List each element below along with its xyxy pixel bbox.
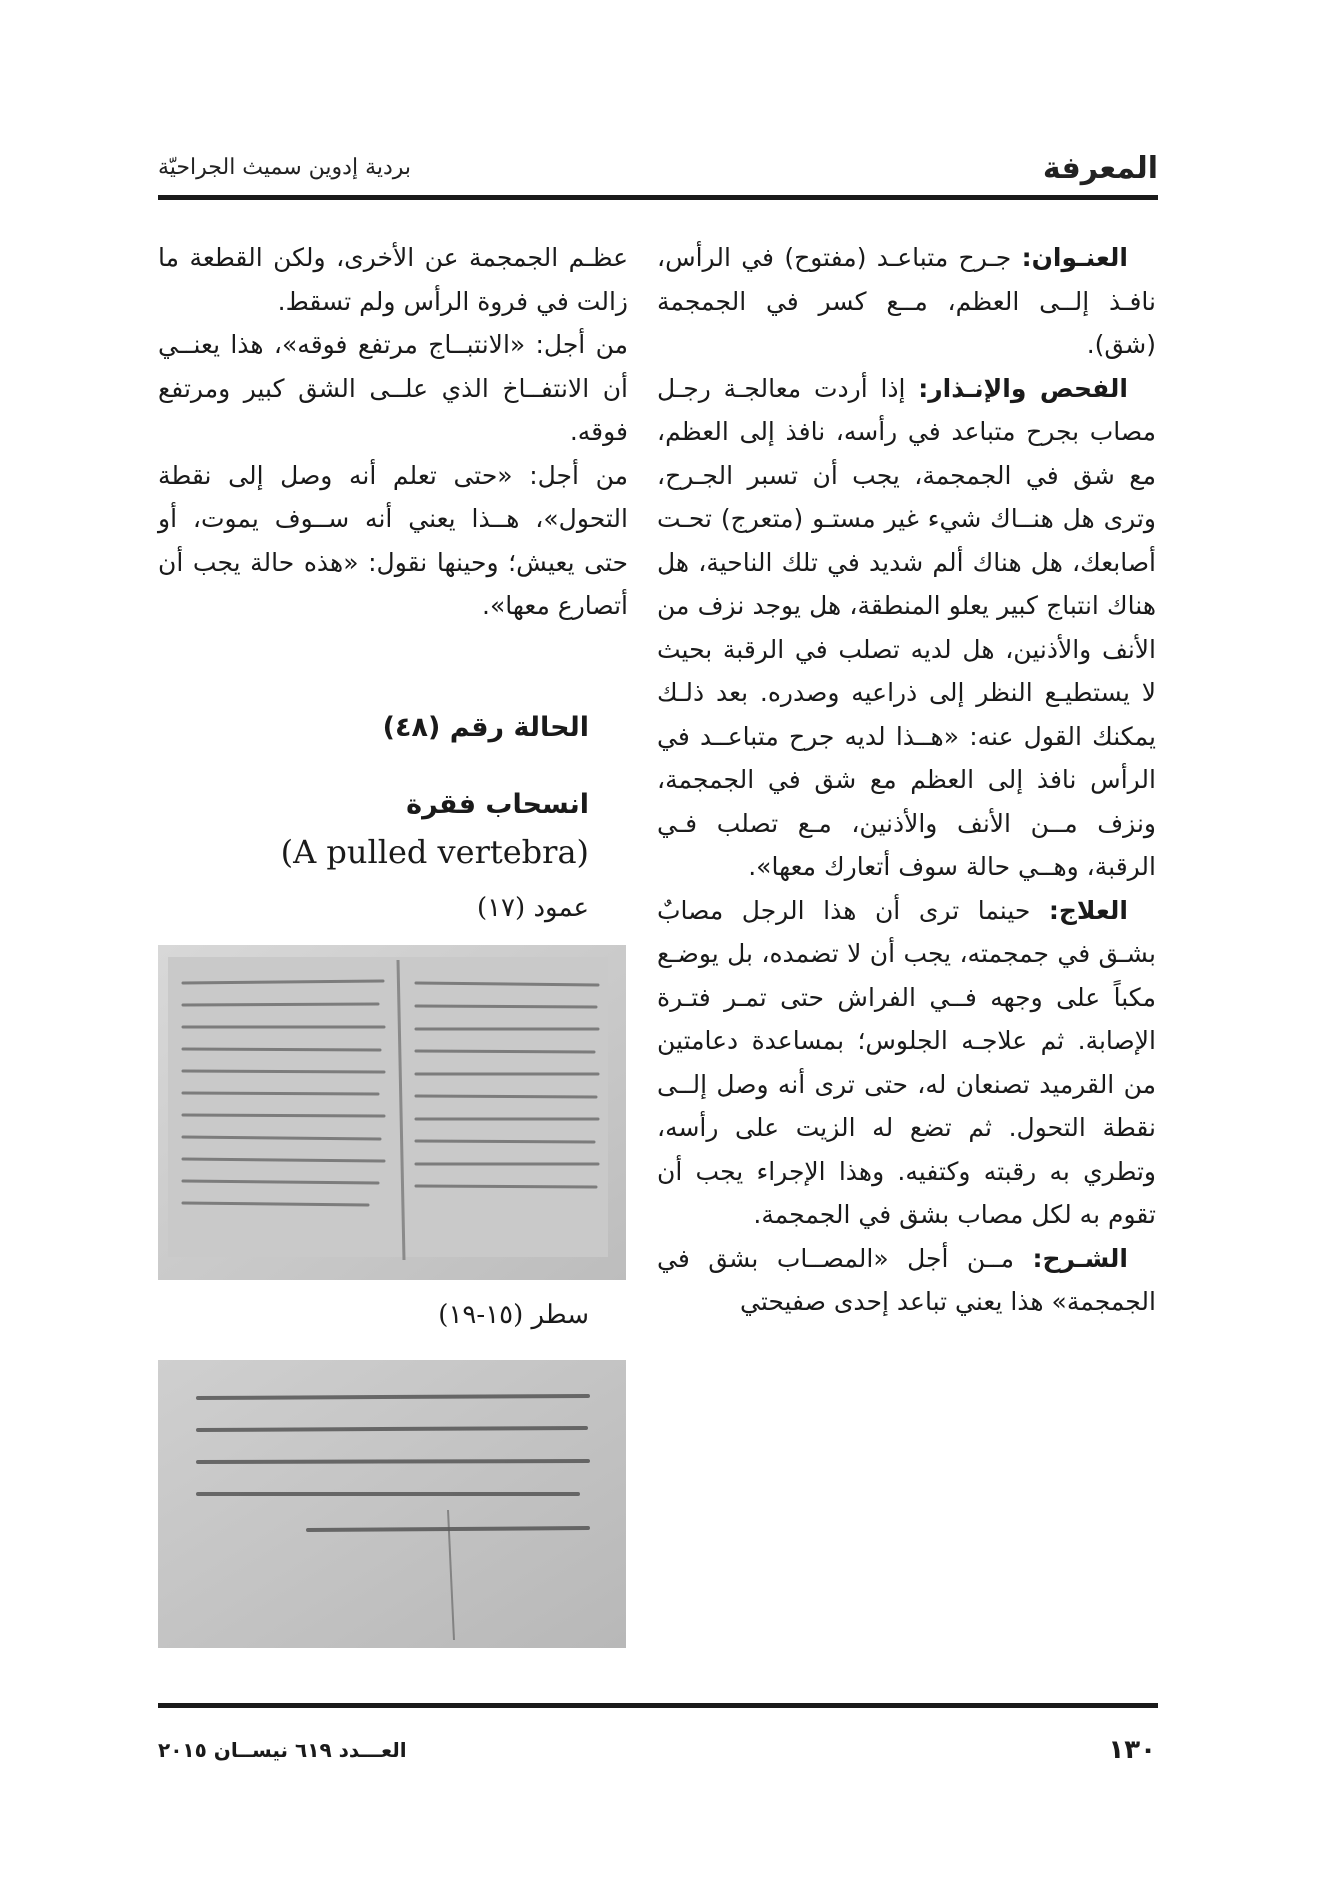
treatment-paragraph: [657, 889, 1156, 1237]
papyrus-column-image: [158, 945, 626, 1280]
page-number: ١٣٠: [1108, 1735, 1156, 1765]
magazine-logo: المعرفة: [1042, 151, 1158, 186]
exam-text: إذا أردت معالجـة رجـل مصاب بجرح متباعد في رأسه، نافذ إلى العظم، مع شق في الجمجمة، يجب أن تسبر الجـرح، وترى هل هنــاك شيء غير مستـو (متعرج) تحـت أصابعك، هل هناك ألم شديد في تلك الناحية، هل هناك انتباج كبير يعلو المنطقة، هل يوجد نزف من الأنف والأذنين، هل لديه تصلب في الرقبة بحيث لا يستطيـع النظر إلى ذراعيه وصدره. بعد ذلـك يمكنك القول عنه: «هــذا لديه جرح متباعــد في الرأس نافذ إلى العظم مع شق في الجمجمة، ونزف مــن الأنف والأذنين، مـع تصلب فـي الرقبة، وهــي حالة سوف أتعارك معها».: [657, 373, 1156, 881]
exam-paragraph: [657, 367, 1156, 889]
exam-label: الفحص والإنـذار:: [918, 373, 1128, 403]
comment-text: مــن أجل «المصــاب بشق في الجمجمة» هذا يعني تباعد إحدى صفيحتي: [657, 1243, 1156, 1316]
papyrus-column-drawing: [158, 945, 626, 1280]
treatment-text: حينما ترى أن هذا الرجل مصابٌ بشـق في جمجمته، يجب أن لا تضمده، بل يوضـع مكباً على وجهه فــي الفراش حتى تمـر فتـرة الإصابة. ثم علاجـه الجلوس؛ بمساعدة دعامتين من القرميد تصنعان له، حتى ترى أنه وصل إلــى نقطة التحول. ثم تضع له الزيت على رأسه، وتطري به رقبته وكتفيه. وهذا الإجراء يجب أن تقوم به لكل مصاب بشق في الجمجمة.: [657, 895, 1156, 1229]
case-subtitle: انسحاب فقرة: [406, 789, 589, 820]
left-paragraph-3: من أجل: «حتى تعلم أنه وصل إلى نقطة التحول»، هــذا يعني أنه ســوف يموت، أو حتى يعيش؛ وحينها نقول: «هذه حالة يجب أن أتصارع معها».: [158, 460, 628, 620]
header-rule: [158, 195, 1158, 200]
comment-paragraph: [657, 1237, 1156, 1324]
treatment-label: العلاج:: [1048, 895, 1128, 925]
rows-caption: سطر (١٥-١٩): [438, 1300, 589, 1330]
left-paragraph-2: من أجل: «الانتبــاج مرتفع فوقه»، هذا يعنــي أن الانتفــاخ الذي علــى الشق كبير ومرتفع فوقه.: [158, 330, 628, 446]
comment-label: الشـرح:: [1032, 1243, 1128, 1273]
title-label: العنـوان:: [1021, 243, 1128, 272]
left-column: [158, 236, 628, 628]
papyrus-rows-image: [158, 1360, 626, 1648]
papyrus-rows-drawing: [158, 1360, 626, 1648]
column-caption: عمود (١٧): [476, 893, 589, 923]
right-column: [657, 236, 1156, 1324]
left-paragraph-1: عظـم الجمجمة عن الأخرى، ولكن القطعة ما زالت في فروة الرأس ولم تسقط.: [158, 243, 628, 316]
footer-rule: [158, 1703, 1158, 1708]
case-title: الحالة رقم (٤٨): [382, 712, 589, 743]
running-title: بردية إدوين سميث الجراحيّة: [158, 155, 412, 180]
title-text: جـرح متباعـد (مفتوح) في الرأس، نافـذ إلــى العظم، مــع كسر في الجمجمة (شق).: [657, 243, 1156, 359]
page-header: [158, 145, 1158, 187]
title-paragraph: [657, 236, 1156, 367]
case-english-title: (A pulled vertebra): [280, 833, 589, 871]
issue-info: العـــدد ٦١٩ نيســان ٢٠١٥: [158, 1738, 407, 1762]
